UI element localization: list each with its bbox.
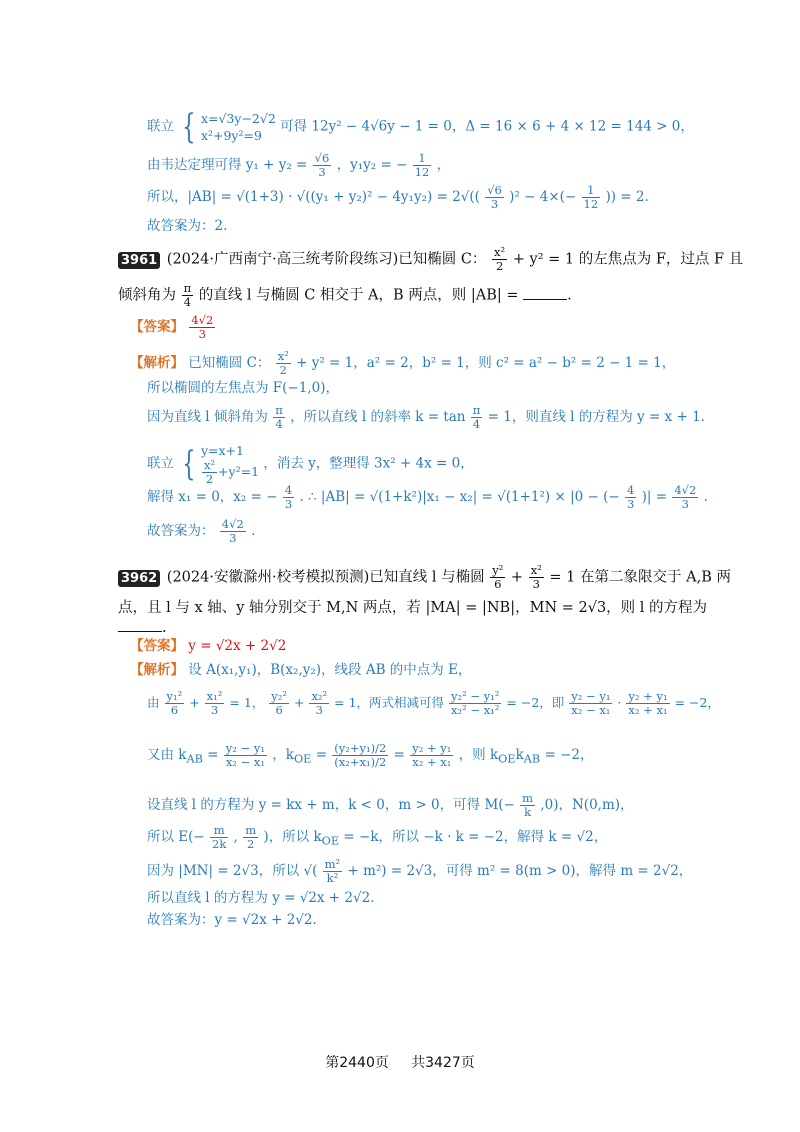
q3962-sol-5: 所以 E(− $\frac{m}{2k}$ , $\frac{m}{2}$ )，所以 $k_{OE} = -k$，所以 −k · k = −2，解得 k = √2， <box>147 823 608 851</box>
question-number-badge: 3961 <box>118 252 160 269</box>
q3962-line-1: 3962 (2024·安徽滁州·校考模拟预测)已知直线 l 与椭圆 $\frac{\text{y²}}{6}$ + $\frac{\text{x²}}{3}$ = 1 在第二象限交于 A,B 两 <box>118 564 731 591</box>
total-pages: 共3427页 <box>411 1055 475 1071</box>
q3961-sol-3: 因为直线 l 倾斜角为 $\frac{\pi}{4}$ ，所以直线 l 的斜率 k = tan $\frac{\pi}{4}$ = 1，则直线 l 的方程为 y = x + 1. <box>147 403 705 431</box>
answer-blank <box>118 619 162 632</box>
q3961-line-1: 3961 (2024·广西南宁·高三统考阶段练习)已知椭圆 C： $\frac{\text{x²}}{2}$ + y² = 1 的左焦点为 F，过点 F 且 <box>118 246 743 273</box>
q3962-sol-7: 所以直线 l 的方程为 y = √2x + 2√2. <box>147 890 375 906</box>
q3962-line-2: 点，且 l 与 x 轴、y 轴分别交于 M,N 两点，若 |MA| = |NB|，MN = 2√3，则 l 的方程为 <box>118 600 708 616</box>
q3962-line-3: . <box>118 618 167 638</box>
prev-line-4: 故答案为：2. <box>147 218 228 234</box>
q3961-sol-6: 故答案为： $\frac{4√2}{3}$ . <box>147 517 256 545</box>
q3961-sol-5: 解得 x₁ = 0，x₂ = − $\frac{4}{3}$ . ∴ |AB| = √(1+k²)|x₁ − x₂| = √(1+1²) × |0 − (− $\frac{4}{3}$ )| = $\frac{4√2}{3}$ . <box>147 483 708 511</box>
q3961-sol-1: 【解析】 已知椭圆 C： $\frac{\text{x²}}{2}$ + y² = 1，a² = 2，b² = 1，则 c² = a² − b² = 2 − 1 = 1， <box>130 349 676 377</box>
q3961-sol-2: 所以椭圆的左焦点为 F(−1,0)， <box>147 380 339 396</box>
q3962-sol-2: 由 $\frac{\text{y₁²}}{6}$ + $\frac{\text{x₁²}}{3}$ = 1， $\frac{\text{y₂²}}{6}$ + $\frac{\text{x₂²}}{3}$ = 1，两式相减可得 $\frac{\text{y₂² − y₁²}}{\text{x₂² − x₁²}}$ = −2，即 $\frac{\text{y₂ − y₁}}{\text{x₂ − x₁}}$ · $\frac{\text{y₂ + y₁}}{\text{x₂ + x₁}}$ = −2， <box>147 689 720 717</box>
question-number-badge: 3962 <box>118 570 160 587</box>
prev-line-1: 联立 { x=√3y−2√2 x²+9y²=9 可得 12y² − 4√6y − 1 = 0，Δ = 16 × 6 + 4 × 12 = 144 > 0， <box>147 107 694 147</box>
q3962-sol-4: 设直线 l 的方程为 y = kx + m，k < 0，m > 0，可得 M(− $\frac{m}{k}$ ,0)，N(0,m)， <box>147 791 634 819</box>
prev-line-3: 所以，|AB| = √(1+3) · √((y₁ + y₂)² − 4y₁y₂) = 2√(( $\frac{√6}{3}$ )² − 4×(− $\frac{1}{12}$ )) = 2. <box>147 183 649 211</box>
q3962-sol-3: 又由 $k_{AB}$ = $\frac{\text{y₂ − y₁}}{\text{x₂ − x₁}}$ ，$k_{OE}$ = $\frac{\text{(y₂+y₁)/2}}{\text{(x₂+x₁)/2}}$ = $\frac{\text{y₂ + y₁}}{\text{x₂ + x₁}}$ ，则 $k_{OE}k_{AB} = -2$， <box>147 741 594 769</box>
answer-blank <box>523 287 567 300</box>
q3961-line-2: 倾斜角为 $\frac{\pi}{4}$ 的直线 l 与椭圆 C 相交于 A，B 两点，则 |AB| = . <box>118 281 572 309</box>
q3962-sol-6: 因为 |MN| = 2√3，所以 √( $\frac{\text{m²}}{\text{k²}}$ + m²) = 2√3，可得 m² = 8(m > 0)，解得 m = 2√2， <box>147 857 693 885</box>
page-number: 第2440页 <box>325 1055 389 1071</box>
q3961-answer: 【答案】 $\frac{4√2}{3}$ <box>130 313 214 341</box>
page-footer <box>0 1052 800 1072</box>
q3962-sol-1: 【解析】 设 A(x₁,y₁)，B(x₂,y₂)，线段 AB 的中点为 E， <box>130 662 472 678</box>
prev-line-2: 由韦达定理可得 y₁ + y₂ = $\frac{√6}{3}$ ，y₁y₂ = − $\frac{1}{12}$ ， <box>147 151 451 179</box>
q3962-sol-8: 故答案为：y = √2x + 2√2. <box>147 912 317 928</box>
q3961-sol-4: 联立 { y=x+1 $\frac{\text{x²}}{2}$ +y²=1 ，消去 y，整理得 3x² + 4x = 0， <box>147 443 474 486</box>
q3962-answer: 【答案】 y = √2x + 2√2 <box>130 638 287 654</box>
